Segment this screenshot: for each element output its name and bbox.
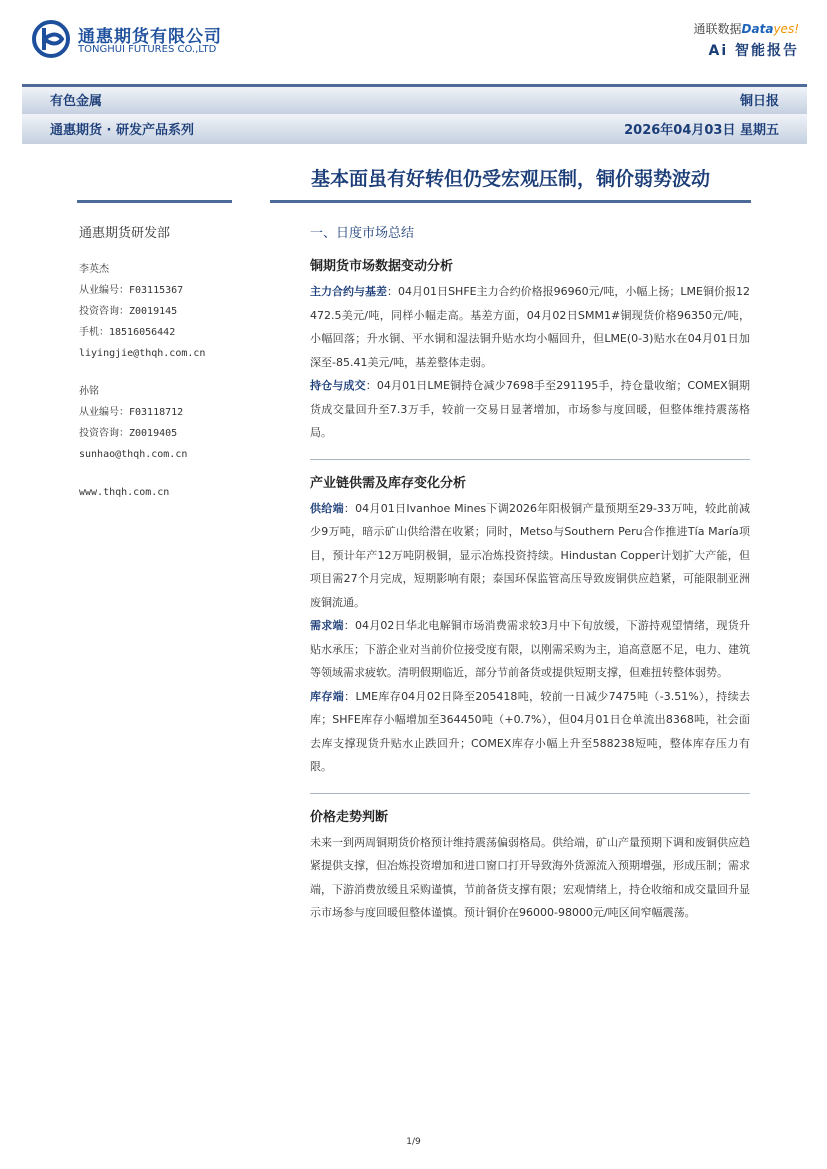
series-banner (22, 114, 807, 144)
sector-banner (22, 84, 807, 114)
company-name-cn: 通惠期货有限公司 (78, 27, 222, 47)
paragraph-text: ：04月02日华北电解铜市场消费需求较3月中下旬放缓，下游持观望情绪，现货升贴水承压；下游企业对当前价位接受度有限，以刚需采购为主，追高意愿不足，电力、建筑等领域需求疲软。清明假期临近，部分节前备货或提供短期支撑，但难扭转整体弱势。 (310, 619, 750, 679)
page-title: 基本面虽有好转但仍受宏观压制，铜价弱势波动 (310, 168, 710, 190)
paragraph (310, 831, 750, 925)
section-divider (310, 459, 750, 460)
analyst-name: 孙铭 (79, 386, 99, 397)
subsection-heading: 铜期货市场数据变动分析 (310, 259, 454, 274)
subsection-heading: 产业链供需及库存变化分析 (310, 475, 467, 491)
company-logo-icon (32, 20, 72, 58)
analyst-phone: 手机：18516056442 (79, 327, 176, 338)
section-title: 一、日度市场总结 (310, 226, 415, 241)
partner-product: Ai 智能报告 (708, 43, 799, 59)
paragraph (310, 497, 750, 615)
analyst-email[interactable]: liyingjie@thqh.com.cn (79, 348, 206, 359)
paragraph-label: 持仓与成交 (310, 379, 366, 392)
page-number: 1/9 (406, 1137, 421, 1147)
report-body (310, 222, 750, 925)
analyst-sidebar (79, 222, 254, 503)
paragraph-label: 库存端 (310, 689, 345, 703)
paragraph-text: ：04月01日LME铜持仓减少7698手至291195手，持仓量收缩；COMEX铜期货成交量回升至7.3万手，较前一交易日显著增加，市场参与度回暖，但整体维持震荡格局。 (310, 379, 750, 439)
paragraph (310, 685, 750, 779)
report-type: 铜日报 (739, 94, 779, 109)
report-date: 2026年04月03日 星期五 (624, 123, 779, 138)
series-label: 通惠期货 · 研发产品系列 (50, 123, 194, 138)
paragraph-label: 主力合约与基差 (310, 285, 388, 298)
partner-brand: Data (741, 22, 774, 36)
analyst-email[interactable]: sunhao@thqh.com.cn (79, 449, 188, 460)
paragraph-text: ：04月01日Ivanhoe Mines下调2026年阳极铜产量预期至29-33万吨，较此前减少9万吨，暗示矿山供给潜在收紧；同时，Metso与Southern Peru合作推进Tía María项目，预计年产12万吨阴极铜，显示冶炼投资持续。Hindustan Copper计划扩大产能，但项目需27个月完成，短期影响有限；泰国环保监管高压导致废铜供应趋紧，可能限制亚洲废铜流通。 (310, 501, 750, 609)
section-divider (310, 793, 750, 794)
analyst-advisory: 投资咨询：Z0019405 (79, 428, 178, 439)
website-link[interactable]: www.thqh.com.cn (79, 487, 170, 498)
company-name-en: TONGHUI FUTURES CO.,LTD (78, 44, 217, 55)
subsection-heading: 价格走势判断 (310, 809, 389, 825)
paragraph-label: 需求端 (310, 619, 344, 632)
partner-prefix: 通联数据 (693, 22, 742, 36)
partner-brand-suffix: yes! (773, 22, 799, 36)
paragraph (310, 374, 750, 445)
paragraph (310, 614, 750, 685)
analyst-license: 从业编号：F03115367 (79, 285, 184, 296)
paragraph-text: 未来一到两周铜期货价格预计维持震荡偏弱格局。供给端，矿山产量预期下调和废铜供应趋紧提供支撑，但冶炼投资增加和进口窗口打开导致海外货源流入预期增强，形成压制；需求端，下游消费放缓且采购谨慎，节前备货支撑有限；宏观情绪上，持仓收缩和成交量回升显示市场参与度回暖但整体谨慎。预计铜价在96000-98000元/吨区间窄幅震荡。 (310, 835, 750, 919)
sidebar-divider (77, 200, 232, 203)
analyst-advisory: 投资咨询：Z0019145 (79, 306, 178, 317)
title-divider (270, 200, 751, 203)
sector-label: 有色金属 (50, 94, 103, 109)
analyst-name: 李英杰 (79, 264, 109, 275)
department-name: 通惠期货研发部 (79, 226, 171, 241)
paragraph-text: ：04月01日SHFE主力合约价格报96960元/吨，小幅上扬；LME铜价报12472.5美元/吨，同样小幅走高。基差方面，04月02日SMM1#铜现货价格96350元/吨，小幅回落；升水铜、平水铜和湿法铜升贴水均小幅回升，但LME(0-3)贴水在04月01日加深至-85.41美元/吨，基差整体走弱。 (310, 285, 750, 369)
paragraph-text: ：LME库存04月02日降至205418吨，较前一日减少7475吨（-3.51%），持续去库；SHFE库存小幅增加至364450吨（+0.7%），但04月01日仓单流出8368吨，社会面去库支撑现货升贴水止跌回升；COMEX库存小幅上升至588238短吨，整体库存压力有限。 (310, 689, 750, 773)
paragraph (310, 280, 750, 374)
partner-logo (694, 20, 799, 37)
analyst-license: 从业编号：F03118712 (79, 407, 184, 418)
paragraph-label: 供给端 (310, 501, 344, 515)
